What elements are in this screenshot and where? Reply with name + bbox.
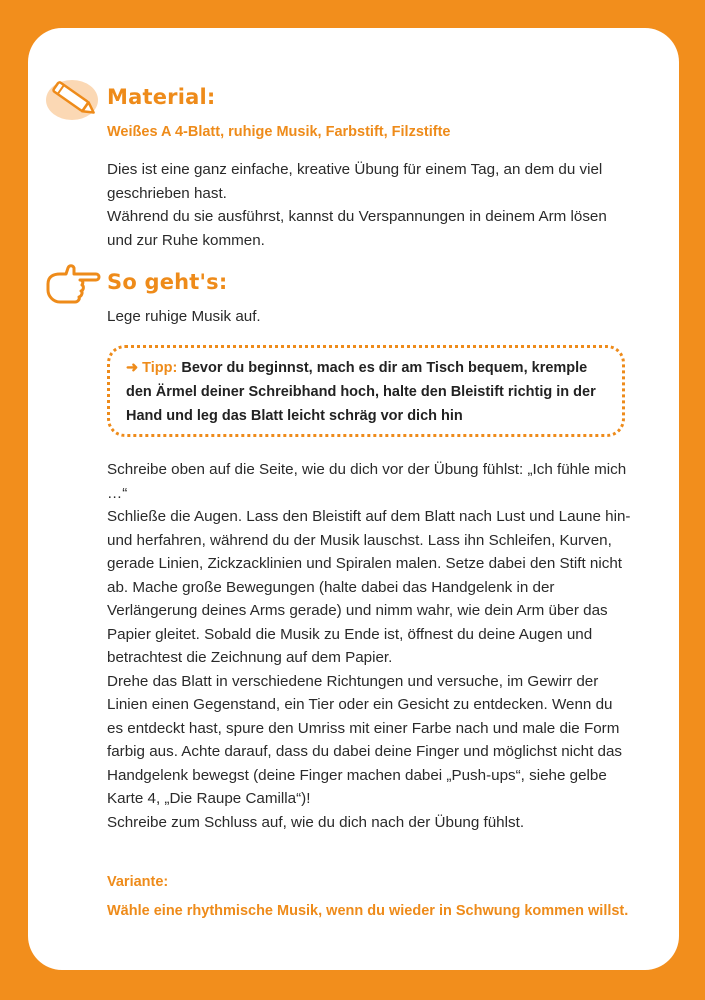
variant-text: Wähle eine rhythmische Musik, wenn du wieder in Schwung kommen willst. [107,903,629,919]
tip-content [126,356,612,428]
variant-heading: Variante: [107,874,169,890]
instructions [107,458,632,834]
first-step [107,305,632,329]
intro-paragraph: Dies ist eine ganz einfache, kreative Übung für einem Tag, an dem du viel geschrieben hast. [107,161,603,202]
pointing-hand-icon [44,262,102,304]
instruction-paragraph: Schreibe oben auf die Seite, wie du dich vor der Übung fühlst: „Ich fühle mich …“ [107,461,627,502]
intro-text [107,158,632,252]
tip-text: Bevor du beginnst, mach es dir am Tisch bequem, kremple den Ärmel deiner Schreibhand hoch, halte den Bleistift richtig in der Hand und leg das Blatt leicht schräg vor dich hin [126,360,596,424]
intro-paragraph: Während du sie ausführst, kannst du Verspannungen in deinem Arm lösen und zur Ruhe kommen. [107,208,607,249]
first-step-text: Lege ruhige Musik auf. [107,308,261,325]
instruction-paragraph: Schreibe zum Schluss auf, wie du dich nach der Übung fühlst. [107,813,525,831]
tip-label: ➜ Tipp: [126,360,178,376]
material-heading: Material: [107,85,216,109]
howto-heading: So geht's: [107,270,228,294]
material-items: Weißes A 4-Blatt, ruhige Musik, Farbstift, Filzstifte [107,124,451,140]
pencil-icon [44,74,100,122]
instruction-paragraph: Schließe die Augen. Lass den Bleistift auf dem Blatt nach Lust und Laune hin- und herfahren, während du der Musik lauschst. Lass ihn Schleifen, Kurven, gerade Linien, Zickzacklinien und Spiralen malen. Setze dabei den Stift nicht ab. Mache große Bewegungen (halte dabei das Handgelenk in der Verlängerung deines Arms gerade) und nimm wahr, wie dein Arm über das Papier gleitet. Sobald die Musik zu Ende ist, öffnest du deine Augen und betrachtest die Zeichnung auf dem Papier. [107,508,631,666]
instruction-paragraph: Drehe das Blatt in verschiedene Richtungen und versuche, im Gewirr der Linien einen Gegenstand, ein Tier oder ein Gesicht zu entdecken. Wenn du es entdeckt hast, spure den Umriss mit einer Farbe nach und male die Form farbig aus. Achte darauf, dass du dabei deine Finger und möglichst nicht das Handgelenk bewegst (deine Finger machen dabei „Push-ups“, siehe gelbe Karte 4, „Die Raupe Camilla“)! [107,672,623,807]
tip-box [107,345,625,437]
